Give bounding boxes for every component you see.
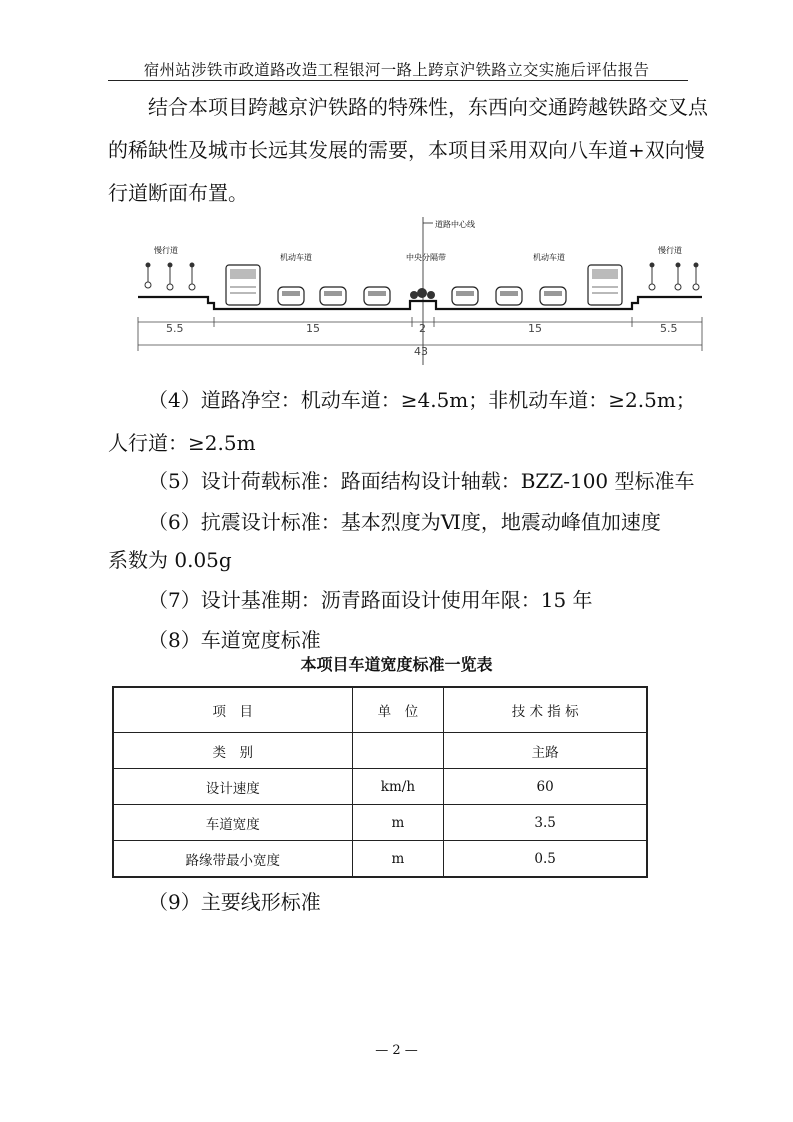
dim-motor-right: 15 <box>528 322 542 335</box>
car-icon <box>452 287 566 305</box>
header-cell: 单 位 <box>352 687 444 733</box>
header-cell: 技 术 指 标 <box>444 687 647 733</box>
table-cell: 车道宽度 <box>113 805 352 841</box>
centerline-label: 道路中心线 <box>435 220 475 229</box>
dim-median: 2 <box>419 322 426 335</box>
road-cross-section-diagram <box>130 205 710 365</box>
cyclist-icon <box>649 263 699 290</box>
cyclist-icon <box>145 263 195 290</box>
header-cell: 项 目 <box>113 687 352 733</box>
dim-motor-left: 15 <box>306 322 320 335</box>
table-row <box>113 841 647 878</box>
dim-slow-left: 5.5 <box>166 322 184 335</box>
table-cell: km/h <box>352 769 444 805</box>
label-motor-left: 机动车道 <box>280 253 312 262</box>
page-header: 宿州站涉铁市政道路改造工程银河一路上跨京沪铁路立交实施后评估报告 <box>143 61 650 79</box>
dim-total: 43 <box>414 345 428 358</box>
car-icon <box>278 287 390 305</box>
table-cell: 3.5 <box>444 805 647 841</box>
label-motor-right: 机动车道 <box>533 253 565 262</box>
table-row <box>113 805 647 841</box>
median-shrubs-icon <box>410 288 435 299</box>
lane-width-table <box>112 686 648 878</box>
item-seismic-2: 系数为 0.05g <box>108 548 232 572</box>
table-cell: m <box>352 841 444 878</box>
label-slow-left: 慢行道 <box>154 246 178 255</box>
table-cell: 60 <box>444 769 647 805</box>
table-cell: 主路 <box>444 733 647 769</box>
item-period: （7）设计基准期：沥青路面设计使用年限：15 年 <box>148 588 593 612</box>
label-slow-right: 慢行道 <box>658 246 682 255</box>
table-header-row <box>113 687 647 733</box>
table-cell: 设计速度 <box>113 769 352 805</box>
table-cell: 0.5 <box>444 841 647 878</box>
page-number: — 2 — <box>375 1043 418 1058</box>
item-seismic-1: （6）抗震设计标准：基本烈度为Ⅵ度，地震动峰值加速度 <box>148 510 661 534</box>
table-cell <box>352 733 444 769</box>
table-row <box>113 769 647 805</box>
table-cell: 路缘带最小宽度 <box>113 841 352 878</box>
table-row <box>113 733 647 769</box>
label-median: 中央分隔带 <box>406 253 446 262</box>
bus-icon <box>588 265 622 305</box>
header-rule <box>108 80 688 81</box>
table-cell: 类 别 <box>113 733 352 769</box>
item-clearance-2: 人行道：≥2.5m <box>108 431 256 455</box>
item-load: （5）设计荷载标准：路面结构设计轴载：BZZ-100 型标准车 <box>148 469 695 493</box>
item-alignment: （9）主要线形标准 <box>148 890 321 914</box>
intro-paragraph: 结合本项目跨越京沪铁路的特殊性，东西向交通跨越铁路交叉点的稀缺性及城市长远其发展的需要，本项目采用双向八车道+双向慢行道断面布置。 <box>108 95 708 205</box>
item-clearance-1: （4）道路净空：机动车道：≥4.5m；非机动车道：≥2.5m； <box>148 388 696 412</box>
item-lane-width: （8）车道宽度标准 <box>148 628 321 652</box>
table-title: 本项目车道宽度标准一览表 <box>300 655 493 674</box>
table-cell: m <box>352 805 444 841</box>
dim-slow-right: 5.5 <box>660 322 678 335</box>
bus-icon <box>226 265 260 305</box>
